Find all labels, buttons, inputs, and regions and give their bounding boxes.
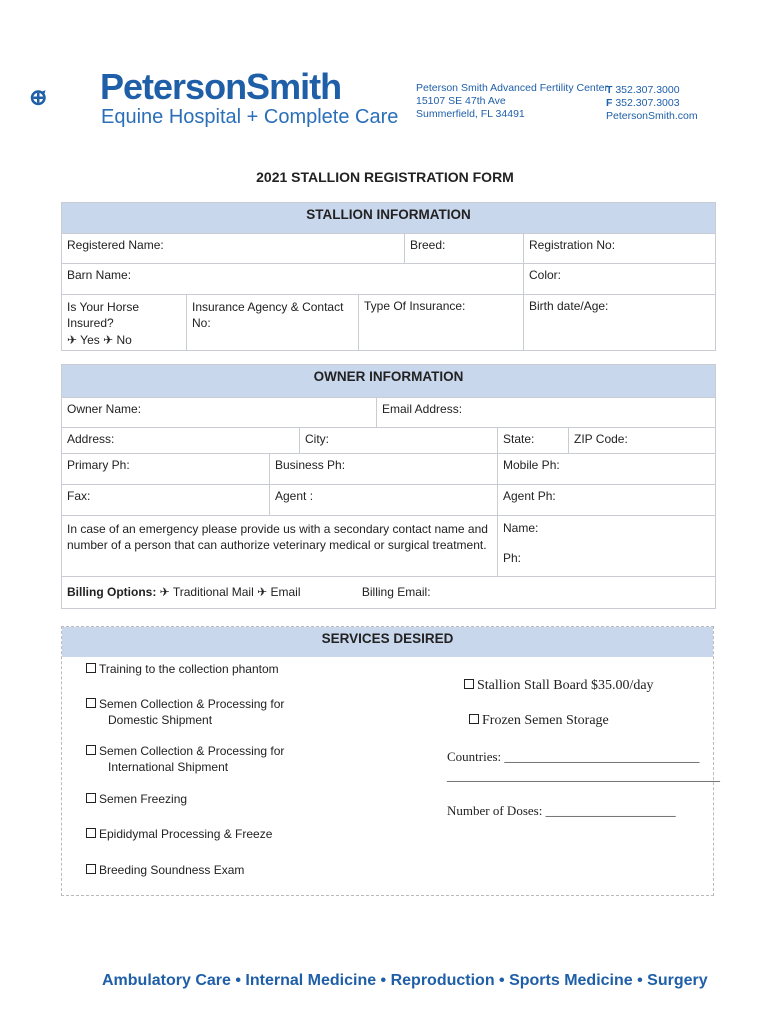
brand-subtitle: Equine Hospital + Complete Care: [101, 106, 399, 128]
emergency-text: In case of an emergency please provide us with a secondary contact name and number of a person that can authorize veterinary medical or surgical treatment.: [67, 522, 488, 552]
birth-date-field[interactable]: [524, 295, 715, 350]
field-label: Agent :: [275, 489, 314, 503]
option-label: Semen Collection & Processing for: [99, 744, 285, 758]
field-label: Color:: [529, 268, 562, 282]
owner-name-field[interactable]: [62, 398, 377, 427]
billing-email-label[interactable]: Billing Email:: [361, 585, 431, 599]
address-line: Summerfield, FL 34491: [416, 108, 525, 120]
checkbox-icon[interactable]: [86, 828, 96, 838]
field-label: State:: [503, 432, 535, 446]
billing-row: [62, 577, 715, 608]
field-label: Mobile Ph:: [503, 458, 560, 472]
field-label: Name:: [503, 521, 539, 535]
insurance-agency-field[interactable]: [187, 295, 359, 350]
agent-ph-field[interactable]: [498, 485, 715, 515]
field-label: Type Of Insurance:: [364, 299, 466, 313]
option-label: Domestic Shipment: [108, 713, 213, 727]
option-label: Frozen Semen Storage: [482, 713, 609, 728]
yes-option[interactable]: ✈ Yes: [67, 333, 100, 347]
frozen-storage-option[interactable]: [469, 713, 609, 729]
type-insurance-field[interactable]: [359, 295, 524, 350]
field-label: Ph:: [503, 551, 522, 565]
field-label: Barn Name:: [67, 268, 132, 282]
address-field[interactable]: [62, 428, 300, 453]
address-block: [416, 82, 608, 121]
option-label: Email: [270, 585, 301, 599]
field-label: Countries: ______________________________: [447, 749, 700, 764]
services-section: [61, 626, 720, 896]
fax-label: F: [606, 97, 613, 109]
traditional-mail-option[interactable]: ✈ Traditional Mail: [159, 585, 254, 599]
field-label: Primary Ph:: [67, 458, 130, 472]
state-field[interactable]: [498, 428, 569, 453]
agent-field[interactable]: [270, 485, 498, 515]
option-label: Epididymal Processing & Freeze: [99, 827, 273, 841]
option-label: Stallion Stall Board $35.00/day: [477, 678, 654, 693]
billing-options-label: Billing Options:: [67, 585, 157, 599]
option-label: International Shipment: [108, 760, 229, 774]
checkbox-icon[interactable]: [469, 714, 479, 724]
emergency-contact[interactable]: [498, 516, 715, 576]
registration-no-field[interactable]: [524, 234, 715, 263]
section-heading: OWNER INFORMATION: [62, 365, 715, 398]
contact-block: [606, 84, 698, 123]
field-label: Address:: [67, 432, 115, 446]
field-label: Fax:: [67, 489, 91, 503]
field-label: City:: [305, 432, 329, 446]
email-field[interactable]: [377, 398, 715, 427]
option-label: Training to the collection phantom: [99, 662, 279, 676]
option-label: Breeding Soundness Exam: [99, 863, 245, 877]
registered-name-field[interactable]: [62, 234, 405, 263]
checkbox-icon[interactable]: [464, 679, 474, 689]
no-option[interactable]: ✈ No: [103, 333, 132, 347]
semen-domestic-option[interactable]: [86, 696, 284, 728]
field-label: Email Address:: [382, 402, 463, 416]
footer-services: Ambulatory Care • Internal Medicine • Reproduction • Sports Medicine • Surgery: [102, 972, 708, 989]
checkbox-icon[interactable]: [86, 793, 96, 803]
field-label: Birth date/Age:: [529, 299, 609, 313]
field-label: Registered Name:: [67, 238, 164, 252]
option-label: No: [116, 333, 132, 347]
fax: 352.307.3003: [615, 97, 680, 109]
field-line: __________________________________________: [447, 768, 720, 783]
address-line: 15107 SE 47th Ave: [416, 95, 506, 107]
stallion-section: [61, 202, 716, 351]
field-label: Insurance Agency & Contact No:: [192, 300, 344, 330]
email-option[interactable]: ✈ Email: [257, 585, 301, 599]
field-label: Business Ph:: [275, 458, 346, 472]
field-label: Number of Doses: ____________________: [447, 803, 676, 818]
checkbox-icon[interactable]: [86, 864, 96, 874]
fax-field[interactable]: [62, 485, 270, 515]
training-option[interactable]: [86, 661, 279, 677]
insured-field: [62, 295, 187, 350]
checkbox-icon[interactable]: [86, 745, 96, 755]
primary-ph-field[interactable]: [62, 454, 270, 484]
option-label: Yes: [80, 333, 100, 347]
checkbox-icon[interactable]: [86, 698, 96, 708]
address-line: Peterson Smith Advanced Fertility Center: [416, 82, 609, 94]
website: PetersonSmith.com: [606, 110, 698, 122]
owner-section: [61, 364, 716, 609]
business-ph-field[interactable]: [270, 454, 498, 484]
section-heading: SERVICES DESIRED: [62, 627, 713, 657]
field-label: ZIP Code:: [574, 432, 628, 446]
mobile-ph-field[interactable]: [498, 454, 715, 484]
field-label: Is Your Horse Insured?: [67, 300, 140, 330]
option-label: Traditional Mail: [172, 585, 254, 599]
countries-field[interactable]: [447, 749, 720, 784]
field-label: Breed:: [410, 238, 446, 252]
brand-name: PetersonSmith: [100, 66, 342, 107]
form-title: 2021 STALLION REGISTRATION FORM: [256, 169, 514, 185]
field-label: Owner Name:: [67, 402, 142, 416]
option-label: Semen Collection & Processing for: [99, 697, 285, 711]
color-field[interactable]: [524, 264, 715, 294]
breed-field[interactable]: [405, 234, 524, 263]
checkbox-icon[interactable]: [86, 663, 96, 673]
phone-label: T: [606, 84, 613, 96]
field-label: Agent Ph:: [503, 489, 556, 503]
city-field[interactable]: [300, 428, 498, 453]
breeding-exam-option[interactable]: [86, 862, 244, 878]
semen-freezing-option[interactable]: [86, 791, 187, 807]
field-label: Registration No:: [529, 238, 616, 252]
number-doses-field[interactable]: [447, 803, 676, 819]
barn-name-field[interactable]: [62, 264, 524, 294]
peterson-smith-logo: [30, 63, 105, 133]
phone: 352.307.3000: [615, 84, 680, 96]
emergency-note: [62, 516, 498, 576]
stall-board-option[interactable]: [464, 678, 654, 694]
zip-field[interactable]: [569, 428, 715, 453]
epididymal-option[interactable]: [86, 826, 272, 842]
option-label: Semen Freezing: [99, 792, 188, 806]
semen-international-option[interactable]: [86, 743, 284, 775]
section-heading: STALLION INFORMATION: [62, 203, 715, 234]
